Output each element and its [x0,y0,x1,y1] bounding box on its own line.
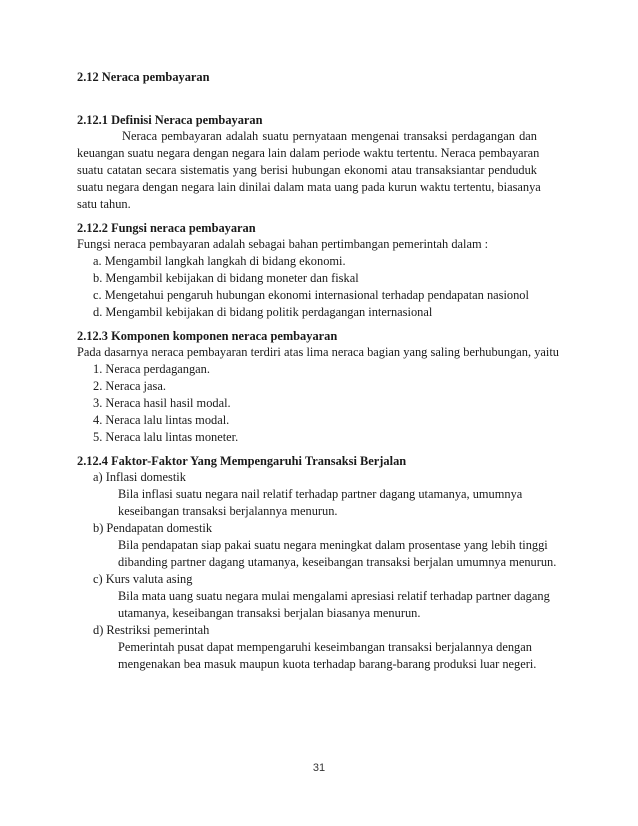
text-line: c) Kurs valuta asing [93,572,193,586]
text-line: mengenakan bea masuk maupun kuota terhadap barang-barang produksi luar negeri. [118,657,537,671]
section-heading: 2.12.1 Definisi Neraca pembayaran [77,113,263,127]
text-line: satu tahun. [77,197,131,211]
text-line: 4. Neraca lalu lintas modal. [93,413,230,427]
page-number: 31 [312,762,326,774]
text-line: Pada dasarnya neraca pembayaran terdiri atas lima neraca bagian yang saling berhubungan, yaitu [77,345,559,359]
text-line: d) Restriksi pemerintah [93,623,210,637]
text-line: 3. Neraca hasil hasil modal. [93,396,231,410]
text-line: utamanya, keseibangan transaksi berjalan biasanya menurun. [118,606,421,620]
text-line: a. Mengambil langkah langkah di bidang ekonomi. [93,254,346,268]
text-line: keuangan suatu negara dengan negara lain dalam periode waktu tertentu. Neraca pembayaran [77,146,540,160]
text-line: Pemerintah pusat dapat mempengaruhi keseimbangan transaksi berjalannya dengan [118,640,532,654]
text-line: keseibangan transaksi berjalannya menurun. [118,504,338,518]
text-line: dibanding partner dagang utamanya, keseibangan transaksi berjalan umumnya menurun. [118,555,557,569]
section-heading: 2.12.2 Fungsi neraca pembayaran [77,221,256,235]
section-heading: 2.12.4 Faktor-Faktor Yang Mempengaruhi Transaksi Berjalan [77,454,407,468]
text-line: Bila mata uang suatu negara mulai mengalami apresiasi relatif terhadap partner dagang [118,589,550,603]
section-heading: 2.12 Neraca pembayaran [77,70,210,84]
text-line: Neraca pembayaran adalah suatu pernyataan mengenai transaksi perdagangan dan [122,129,537,143]
text-line: suatu negara dengan negara lain dinilai dalam mata uang pada kurun waktu tertentu, biasanya [77,180,541,194]
text-line: Bila pendapatan siap pakai suatu negara meningkat dalam prosentase yang lebih tinggi [118,538,548,552]
text-line: 2. Neraca jasa. [93,379,166,393]
text-line: Fungsi neraca pembayaran adalah sebagai bahan pertimbangan pemerintah dalam : [77,237,489,251]
text-line: a) Inflasi domestik [93,470,186,484]
text-line: 5. Neraca lalu lintas moneter. [93,430,239,444]
text-line: b) Pendapatan domestik [93,521,213,535]
section-heading: 2.12.3 Komponen komponen neraca pembayaran [77,329,338,343]
text-line: 1. Neraca perdagangan. [93,362,210,376]
text-line: b. Mengambil kebijakan di bidang moneter dan fiskal [93,271,359,285]
text-line: d. Mengambil kebijakan di bidang politik perdagangan internasional [93,305,433,319]
text-line: Bila inflasi suatu negara nail relatif terhadap partner dagang utamanya, umumnya [118,487,523,501]
text-line: c. Mengetahui pengaruh hubungan ekonomi internasional terhadap pendapatan nasionol [93,288,529,302]
text-line: suatu catatan secara sistematis yang berisi hubungan ekonomi atau transaksiantar penduduk [77,163,537,177]
